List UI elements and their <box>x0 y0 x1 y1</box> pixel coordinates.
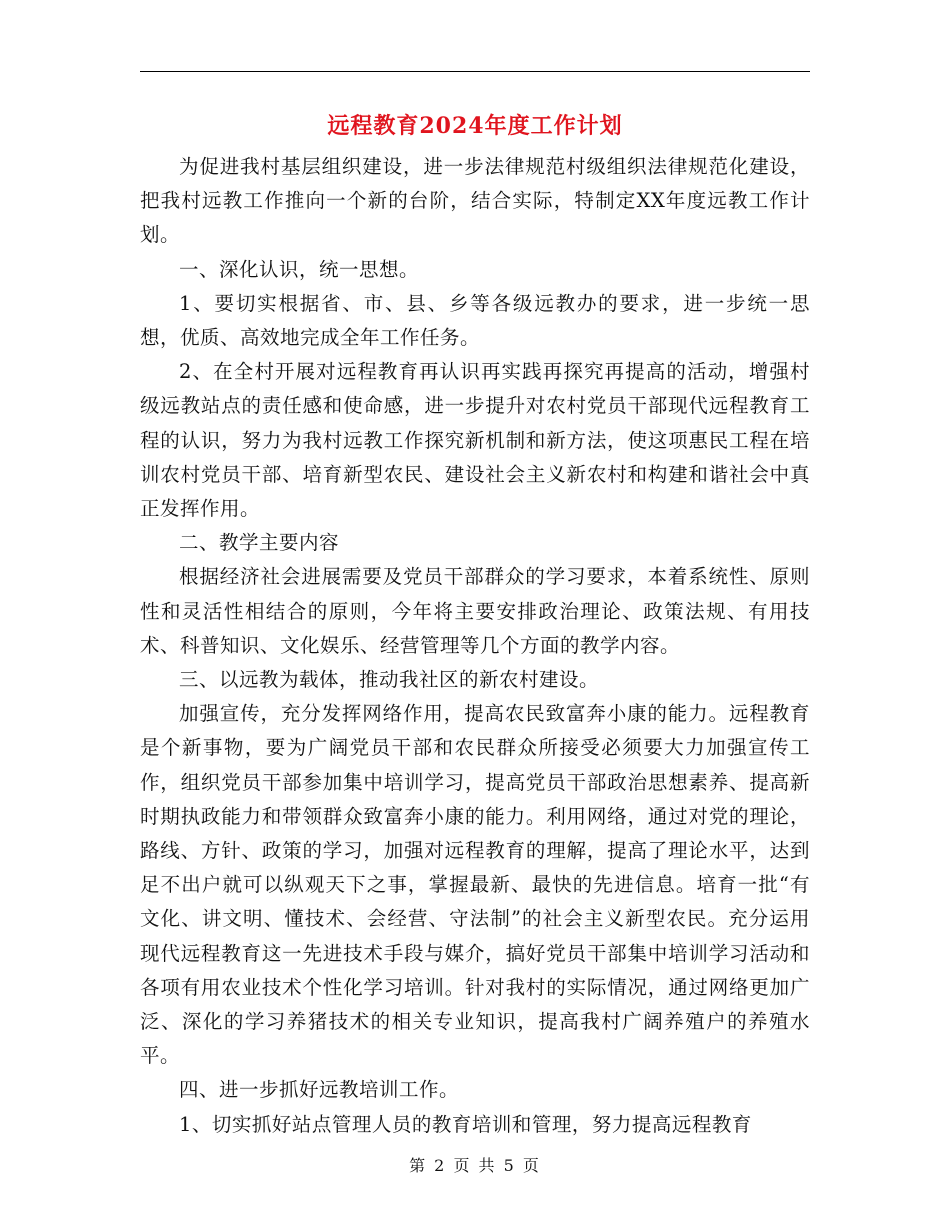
paragraph-1-2: 2、在全村开展对远程教育再认识再实践再探究再提高的活动，增强村级远教站点的责任感和使命感，进一步提升对农村党员干部现代远程教育工程的认识，努力为我村远教工作探究新机制和新方法，使这项惠民工程在培训农村党员干部、培育新型农民、建设社会主义新农村和构建和谐社会中真正发挥作用。 <box>140 360 810 521</box>
footer-prefix: 第 <box>409 1156 428 1175</box>
footer-middle: 页 共 <box>453 1156 497 1175</box>
paragraph-intro: 为促进我村基层组织建设，进一步法律规范村级组织法律规范化建设，把我村远教工作推向一个新的台阶，结合实际，特制定XX年度远教工作计划。 <box>140 155 810 247</box>
document-body <box>140 150 810 1142</box>
section-heading-3: 三、以远教为载体，推动我社区的新农村建设。 <box>179 668 600 692</box>
header-rule <box>140 71 810 72</box>
document-title: 远程教育2024年度工作计划 <box>327 113 623 139</box>
paragraph-4-1: 1、切实抓好站点管理人员的教育培训和管理，努力提高远程教育 <box>179 1112 752 1136</box>
paragraph-3: 加强宣传，充分发挥网络作用，提高农民致富奔小康的能力。远程教育是个新事物，要为广阔党员干部和农民群众所接受必须要大力加强宣传工作，组织党员干部参加集中培训学习，提高党员干部政治思想素养、提高新时期执政能力和带领群众致富奔小康的能力。利用网络，通过对党的理论，路线、方针、政策的学习，加强对远程教育的理解，提高了理论水平，达到足不出户就可以纵观天下之事，掌握最新、最快的先进信息。培育一批“有文化、讲文明、懂技术、会经营、守法制”的社会主义新型农民。充分运用现代远程教育这一先进技术手段与媒介，搞好党员干部集中培训学习活动和各项有用农业技术个性化学习培训。针对我村的实际情况，通过网络更加广泛、深化的学习养猪技术的相关专业知识，提高我村广阔养殖户的养殖水平。 <box>140 702 810 1068</box>
total-page-count: 5 <box>503 1156 516 1175</box>
section-heading-2: 二、教学主要内容 <box>179 531 340 555</box>
section-heading-1: 一、深化认识，统一思想。 <box>179 257 420 281</box>
paragraph-2: 根据经济社会进展需要及党员干部群众的学习要求，本着系统性、原则性和灵活性相结合的原则，今年将主要安排政治理论、政策法规、有用技术、科普知识、文化娱乐、经营管理等几个方面的教学内容。 <box>140 565 810 657</box>
current-page-number: 2 <box>434 1156 447 1175</box>
section-heading-4: 四、进一步抓好远教培训工作。 <box>179 1078 460 1102</box>
footer-suffix: 页 <box>522 1156 541 1175</box>
page-footer <box>0 1153 950 1176</box>
paragraph-1-1: 1、要切实根据省、市、县、乡等各级远教办的要求，进一步统一思想，优质、高效地完成全年工作任务。 <box>140 291 810 350</box>
